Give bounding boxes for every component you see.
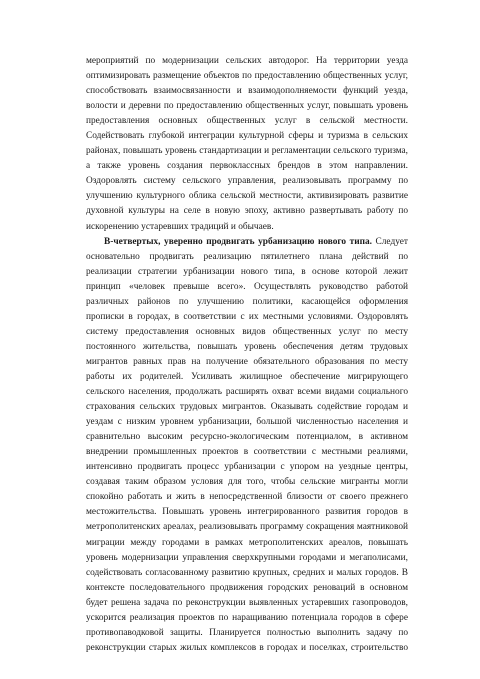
text-line: мигрантов равных прав на получение обязательного образования по месту (86, 356, 408, 367)
text-line: спокойно работать и жить в непосредственной близости от своего прежнего (86, 492, 408, 503)
text-line: сельского населения, продолжать расширять охват всеми видами социального (86, 387, 408, 398)
text-line: мероприятий по модернизации сельских автодорог. На территории уезда (86, 56, 408, 66)
text-line: Содействовать глубокой интеграции культурной сферы и туризма в сельских (86, 131, 408, 142)
text-line: местожительства. Повышать уровень интегрированного развития городов в (86, 507, 408, 518)
paragraph-first-line (86, 235, 408, 250)
text-line: улучшению культурного облика сельской местности, активизировать развитие (86, 191, 408, 202)
text-line: предоставления основных общественных услуг в сельской местности. (86, 116, 408, 127)
text-line: уровень модернизации управления сверхкрупными городами и мегаполисами, (86, 552, 408, 563)
text-line: содействовать согласованному развитию крупных, средних и малых городов. В (86, 567, 408, 578)
text-line: миграции между городами в рамках метрополитенских ареалов, повышать (86, 537, 408, 548)
text-line: способствовать взаимосвязанности и взаимодополняемости функций уезда, (86, 86, 408, 97)
text-line: систему предоставления основных видов общественных услуг по месту (86, 326, 408, 337)
text-line: духовной культуры на селе в новую эпоху, активно развертывать работу по (86, 206, 408, 217)
text-line: контексте последовательного продвижения городских реноваций в основном (86, 582, 408, 593)
text-line: метрополитенских ареалах, реализовывать программу сокращения маятниковой (86, 522, 408, 533)
text-line: работы их родителей. Усиливать жилищное обеспечение мигрирующего (86, 371, 408, 382)
text-line: принцип «человек превыше всего». Осуществлять руководство работой (86, 281, 408, 292)
text-line: реализации стратегии урбанизации нового типа, в основе которой лежит (86, 266, 408, 277)
text-line: волости и деревни по предоставлению общественных услуг, повышать уровень (86, 101, 408, 112)
text-line: страхования сельских трудовых мигрантов. Оказывать содействие городам и (86, 402, 408, 413)
text-line: Оздоровлять систему сельского управления, реализовывать программу по (86, 176, 408, 187)
text-line: районах, повышать уровень стандартизации и регламентации сельского туризма, (86, 146, 408, 157)
text-line: искоренению устаревших традиций и обычаев. (86, 221, 274, 232)
text-line: внедрении промышленных проектов в соответствии с местными реалиями, (86, 447, 408, 458)
text-line: сравнительно высоким ресурсно-экологическим потенциалом, в активном (86, 432, 408, 443)
text-line: интенсивно продвигать процесс урбанизации с упором на уездные центры, (86, 462, 408, 473)
text-line: противопаводковой защиты. Планируется полностью выполнить задачу по (86, 627, 408, 638)
body-text (86, 54, 408, 656)
heading-continuation: Следует (372, 236, 408, 247)
text-line: а также уровень создания первоклассных брендов в этом направлении. (86, 161, 408, 172)
text-line: прописки в городах, в соответствии с их местными условиями. Оздоровлять (86, 311, 408, 322)
text-line: уездам с низким уровнем урбанизации, большой численностью населения и (86, 417, 408, 428)
section-heading: В-четвертых, уверенно продвигать урбанизацию нового типа. (104, 236, 372, 247)
text-line: будет решена задача по реконструкции выявленных устаревших газопроводов, (86, 597, 408, 608)
text-line: создавая таким образом условия для того, чтобы сельские мигранты могли (86, 477, 408, 488)
text-line: реконструкции старых жилых комплексов в городах и поселках, строительство (86, 642, 408, 653)
text-line: различных районов по улучшению политики, касающейся оформления (86, 296, 408, 307)
text-line: основательно продвигать реализацию пятилетнего плана действий по (86, 251, 408, 262)
text-line: оптимизировать размещение объектов по предоставлению общественных услуг, (86, 71, 408, 82)
text-line: постоянного жительства, повышать уровень обеспечения детям трудовых (86, 341, 408, 352)
text-line: ускорится реализация проектов по наращиванию потенциала городов в сфере (86, 612, 408, 623)
